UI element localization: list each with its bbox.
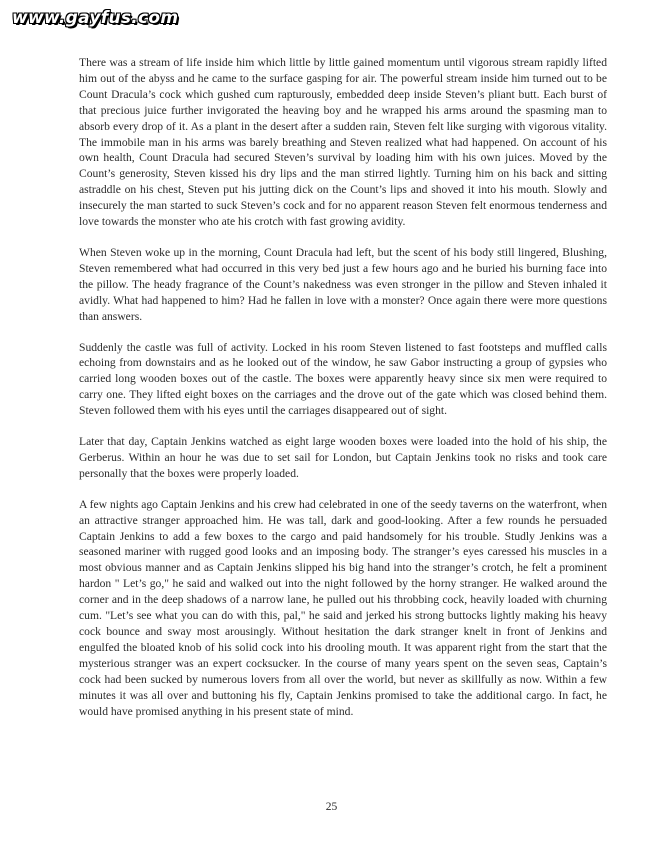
paragraph-2: When Steven woke up in the morning, Count Dracula had left, but the scent of his body still lingered, Blushing, Steven remembered what had occurred in this very bed just a few hours ago and he buried his burning face into the pillow. The heady fragrance of the Count’s nakedness was even stronger in the pillow and Steven inhaled it avidly. What had happened to him? Had he fallen in love with a monster? Once again there were more questions than answers. [79,245,607,323]
paragraph-5: A few nights ago Captain Jenkins and his crew had celebrated in one of the seedy taverns on the waterfront, when an attractive stranger approached him. He was tall, dark and good-looking. After a few rounds he persuaded Captain Jenkins to add a few boxes to the cargo and paid handsomely for his trouble. Studly Jenkins was a seasoned mariner with rugged good looks and an imposing body. The stranger’s eyes caressed his muscles in a most obvious manner and as Captain Jenkins slipped his big hand into the stranger’s crotch, he felt a prominent hardon " Let’s go," he said and walked out into the night followed by the horny stranger. He walked around the corner and in the deep shadows of a narrow lane, he pulled out his throbbing cock, heavily loaded with churning cum. "Let’s see what you can do with this, pal," he said and jerked his strong buttocks lightly making his heavy cock bounce and sway most arousingly. Without hesitation the dark stranger knelt in front of Jenkins and engulfed the bloated knob of his solid cock into his drooling mouth. It was apparent right from the start that the mysterious stranger was an expert cocksucker. In the course of many years spent on the seven seas, Captain’s cock had been sucked by numerous lovers from all over the world, but never as skillfully as now. Within a few minutes it was all over and buttoning his fly, Captain Jenkins promised to take the additional cargo. In fact, he would have promised anything in his present state of mind. [79,497,607,718]
page-body [79,55,607,734]
paragraph-1: There was a stream of life inside him which little by little gained momentum until vigorous stream rapidly lifted him out of the abyss and he came to the surface gasping for air. The powerful stream inside him turned out to be Count Dracula’s cock which gushed cum rapturously, embedded deep inside Steven’s pliant butt. Each burst of that precious juice further invigorated the heaving boy and he wrapped his arms around the spasming man to absorb every drop of it. As a plant in the desert after a sudden rain, Steven felt like surging with vigorous vitality. The immobile man in his arms was barely breathing and Steven realized what had happened. On account of his own health, Count Dracula had secured Steven’s survival by loading him with his own juices. Moved by the Count’s generosity, Steven kissed his dry lips and the man stirred lightly. Turning him on his back and sitting astraddle on his chest, Steven put his jutting dick on the Count’s lips and shoved it into his mouth. Slowly and insecurely the man started to suck Steven’s cock and for no apparent reason Steven felt enormous tenderness and love towards the monster who ate his crotch with fast growing avidity. [79,56,607,229]
site-watermark: www.gayfus.com [12,8,179,28]
paragraph-3: Suddenly the castle was full of activity. Locked in his room Steven listened to fast footsteps and muffled calls echoing from downstairs and as he looked out of the window, he saw Gabor instructing a group of gypsies who carried long wooden boxes out of the castle. The boxes were apparently heavy since six men were required to carry one. They lifted eight boxes on the carriages and the drove out of the gate which was closed behind them. Steven followed them with his eyes until the carriages disappeared out of sight. [79,340,607,418]
page-number: 25 [325,801,338,813]
paragraph-4: Later that day, Captain Jenkins watched as eight large wooden boxes were loaded into the hold of his ship, the Gerberus. Within an hour he was due to set sail for London, but Captain Jenkins took no risks and took care personally that the boxes were properly loaded. [79,435,607,480]
